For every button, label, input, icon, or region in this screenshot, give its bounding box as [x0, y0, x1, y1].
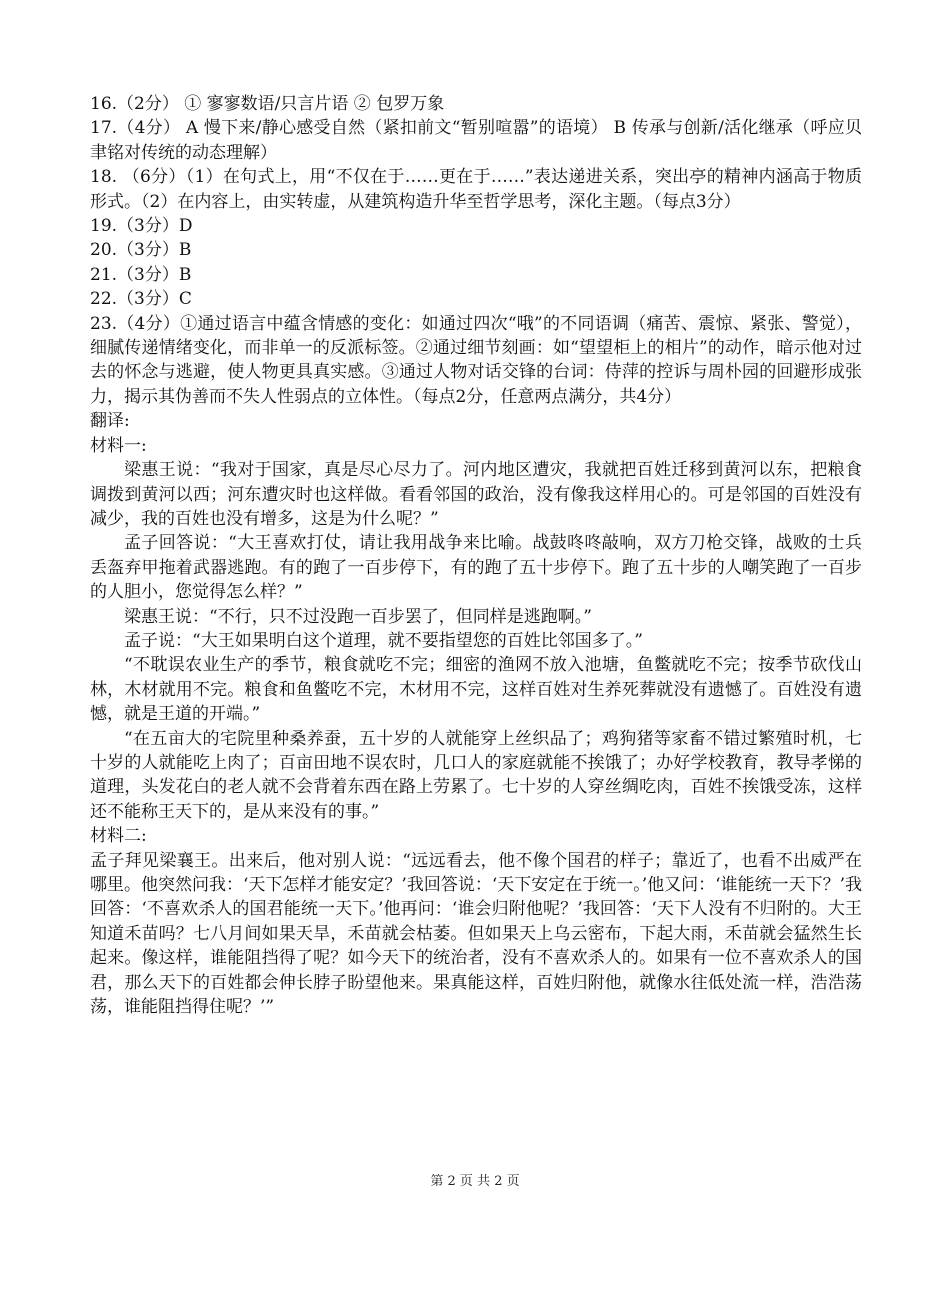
answer-20: 20.（3分）B: [90, 240, 192, 261]
page-content: [90, 92, 862, 1019]
material-1-paragraph: 孟子说：“大王如果明白这个道理，就不要指望您的百姓比邻国多了。”: [124, 630, 643, 651]
material-1-paragraph: “在五亩大的宅院里种桑养蚕，五十岁的人就能穿上丝织品了；鸡狗猪等家畜不错过繁殖时机，七十岁的人就能吃上肉了；百亩田地不误农时，几口人的家庭就能不挨饿了；办好学校教育，教导孝悌的道理，头发花白的老人就不会背着东西在路上劳累了。七十岁的人穿丝绸吃肉，百姓不挨饿受冻，这样还不能称王天下的，是从来没有的事。”: [90, 728, 862, 822]
answer-23: 23.（4分）①通过语言中蕴含情感的变化：如通过四次“哦”的不同语调（痛苦、震惊、紧张、警觉），细腻传递情绪变化，而非单一的反派标签。②通过细节刻画：如“望望柜上的相片”的动作，暗示他对过去的怀念与逃避，使人物更具真实感。③通过人物对话交锋的台词：侍萍的控诉与周朴园的回避形成张力，揭示其伪善而不失人性弱点的立体性。（每点2分，任意两点满分，共4分）: [90, 313, 862, 407]
translation-heading: 翻译:: [90, 411, 130, 432]
material-1-paragraph: 梁惠王说：“我对于国家，真是尽心尽力了。河内地区遭灾，我就把百姓迁移到黄河以东，把粮食调拨到黄河以西；河东遭灾时也这样做。看看邻国的政治，没有像我这样用心的。可是邻国的百姓没有减少，我的百姓也没有增多，这是为什么呢？”: [90, 460, 862, 529]
material-1-paragraph: 孟子回答说：“大王喜欢打仗，请让我用战争来比喻。战鼓咚咚敲响，双方刀枪交锋，战败的士兵丢盔弃甲拖着武器逃跑。有的跑了一百步停下，有的跑了五十步停下。跑了五十步的人嘲笑跑了一百步的人胆小，您觉得怎么样？”: [90, 533, 862, 603]
material-1-paragraph: 梁惠王说：“不行，只不过没跑一百步罢了，但同样是逃跑啊。”: [124, 606, 592, 627]
answer-17: 17.（4分） A 慢下来/静心感受自然（紧扣前文“暂别喧嚣”的语境） B 传承与创新/活化继承（呼应贝聿铭对传统的动态理解）: [90, 118, 862, 163]
material-2-paragraph: 孟子拜见梁襄王。出来后，他对别人说：“远远看去，他不像个国君的样子；靠近了，也看不出威严在哪里。他突然问我：‘天下怎样才能安定？’我回答说：‘天下安定在于统一。’他又问：‘谁能统一天下？’我回答：‘不喜欢杀人的国君能统一天下。’他再问：‘谁会归附他呢？’我回答：‘天下人没有不归附的。大王知道禾苗吗？七八月间如果天旱，禾苗就会枯萎。但如果天上乌云密布，下起大雨，禾苗就会猛然生长起来。像这样，谁能阻挡得了呢？如今天下的统治者，没有不喜欢杀人的。如果有一位不喜欢杀人的国君，那么天下的百姓都会伸长脖子盼望他来。果真能这样，百姓归附他，就像水往低处流一样，浩浩荡荡，谁能阻挡得住呢？’”: [90, 850, 862, 1018]
page-footer: 第 2 页 共 2 页: [430, 1174, 520, 1189]
answer-16: 16.（2分） ① 寥寥数语/只言片语 ② 包罗万象: [90, 94, 445, 114]
material-2-heading: 材料二:: [90, 826, 147, 847]
material-1-heading: 材料一:: [90, 435, 147, 456]
answer-22: 22.（3分）C: [90, 289, 192, 310]
material-1-paragraph: “不耽误农业生产的季节，粮食就吃不完；细密的渔网不放入池塘，鱼鳖就吃不完；按季节砍伐山林，木材就用不完。粮食和鱼鳖吃不完，木材用不完，这样百姓对生养死葬就没有遗憾了。百姓没有遗憾，就是王道的开端。”: [90, 655, 862, 725]
answer-21: 21.（3分）B: [90, 264, 192, 285]
answer-19: 19.（3分）D: [90, 216, 193, 237]
answer-18: 18. （6分）（1）在句式上，用“不仅在于……更在于……”表达递进关系，突出亭的精神内涵高于物质形式。（2）在内容上，由实转虚，从建筑构造升华至哲学思考，深化主题。（每点3分）: [90, 167, 862, 212]
